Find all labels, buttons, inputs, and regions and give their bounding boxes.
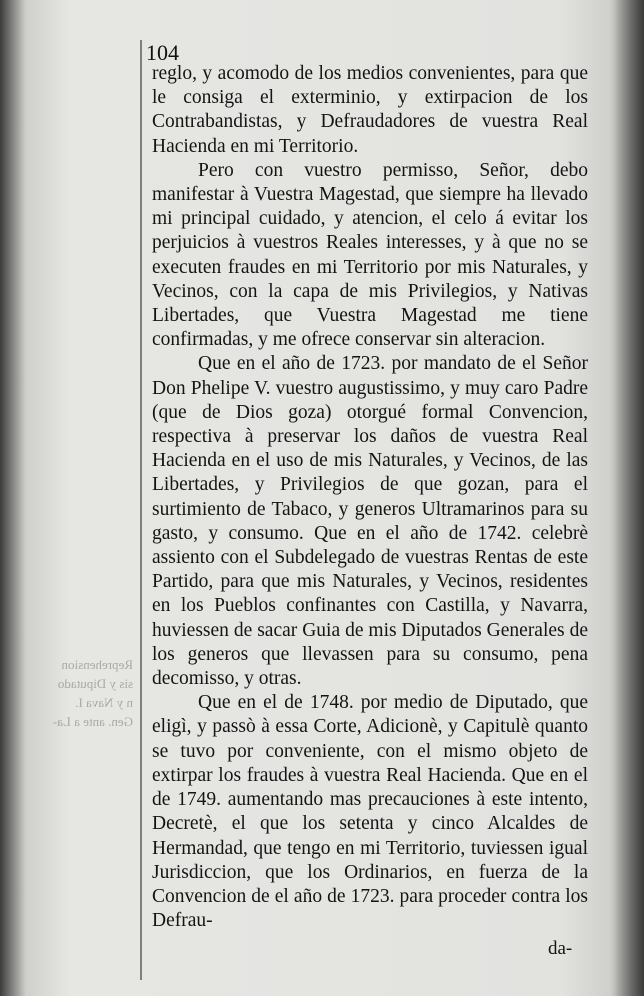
paragraph: Pero con vuestro permisso, Señor, debo manifestar à Vuestra Magestad, que siempre ha llevado mi principal cuidado, y atencion, el celo á evitar los perjuicios à vuestros Reales interesses, y à que no se executen fraudes en mi Territorio por mis Naturales, y Vecinos, con la capa de mis Privilegios, y Nativas Libertades, que Vuestra Magestad me tiene confirmadas, y me ofrece conservar sin alteracion.: [152, 159, 588, 351]
page-gutter-line: [140, 40, 142, 980]
catchword: da-: [548, 938, 573, 959]
paragraph: Que en el de 1748. por medio de Diputado, que eligì, y passò à essa Corte, Adicionè, y Capitulè quanto se tuvo por conveniente, con el mismo objeto de extirpar los fraudes à vuestra Real Hacienda. Que en el de 1749. aumentando mas precauciones à este intento, Decretè, el que los setenta y cinco Alcaldes de Hermandad, que tengo en mi Territorio, tuviessen igual Jurisdiccion, que los Ordinarios, en fuerza de la Convencion de el año de 1723. para proceder contra los Defrau-: [152, 692, 588, 932]
paragraph-continuation: reglo, y acomodo de los medios convenientes, para que le consiga el exterminio, y extirpacion de los Contrabandistas, y Defraudadores de vuestra Real Hacienda en mi Territorio.: [152, 63, 588, 157]
bleed-line: Gen. ante a La-: [52, 714, 133, 729]
bleed-line: Reprehension: [61, 657, 133, 672]
page-body-text: [152, 62, 588, 933]
bleed-through-text: [38, 655, 133, 731]
page-number: 104: [146, 40, 179, 65]
bleed-line: sis y Diputado: [57, 676, 133, 691]
page-edge-shadow: [614, 0, 644, 996]
paragraph: Que en el año de 1723. por mandato de el Señor Don Phelipe V. vuestro augustissimo, y muy caro Padre (que de Dios goza) otorgué formal Convencion, respectiva à preservar los daños de vuestra Real Hacienda en el uso de mis Naturales, y Vecinos, de las Libertades, y Privilegios de que gozan, para el surtimiento de Tabaco, y generos Ultramarinos para su gasto, y consumo. Que en el año de 1742. celebrè assiento con el Subdelegado de vuestras Rentas de este Partido, para que mis Naturales, y Vecinos, residentes en los Pueblos confinantes con Castilla, y Navarra, huviessen de sacar Guia de mis Diputados Generales de los generos que llevassen para su consumo, pena decomisso, y otras.: [152, 353, 588, 690]
bleed-line: n y Nava I.: [75, 695, 133, 710]
